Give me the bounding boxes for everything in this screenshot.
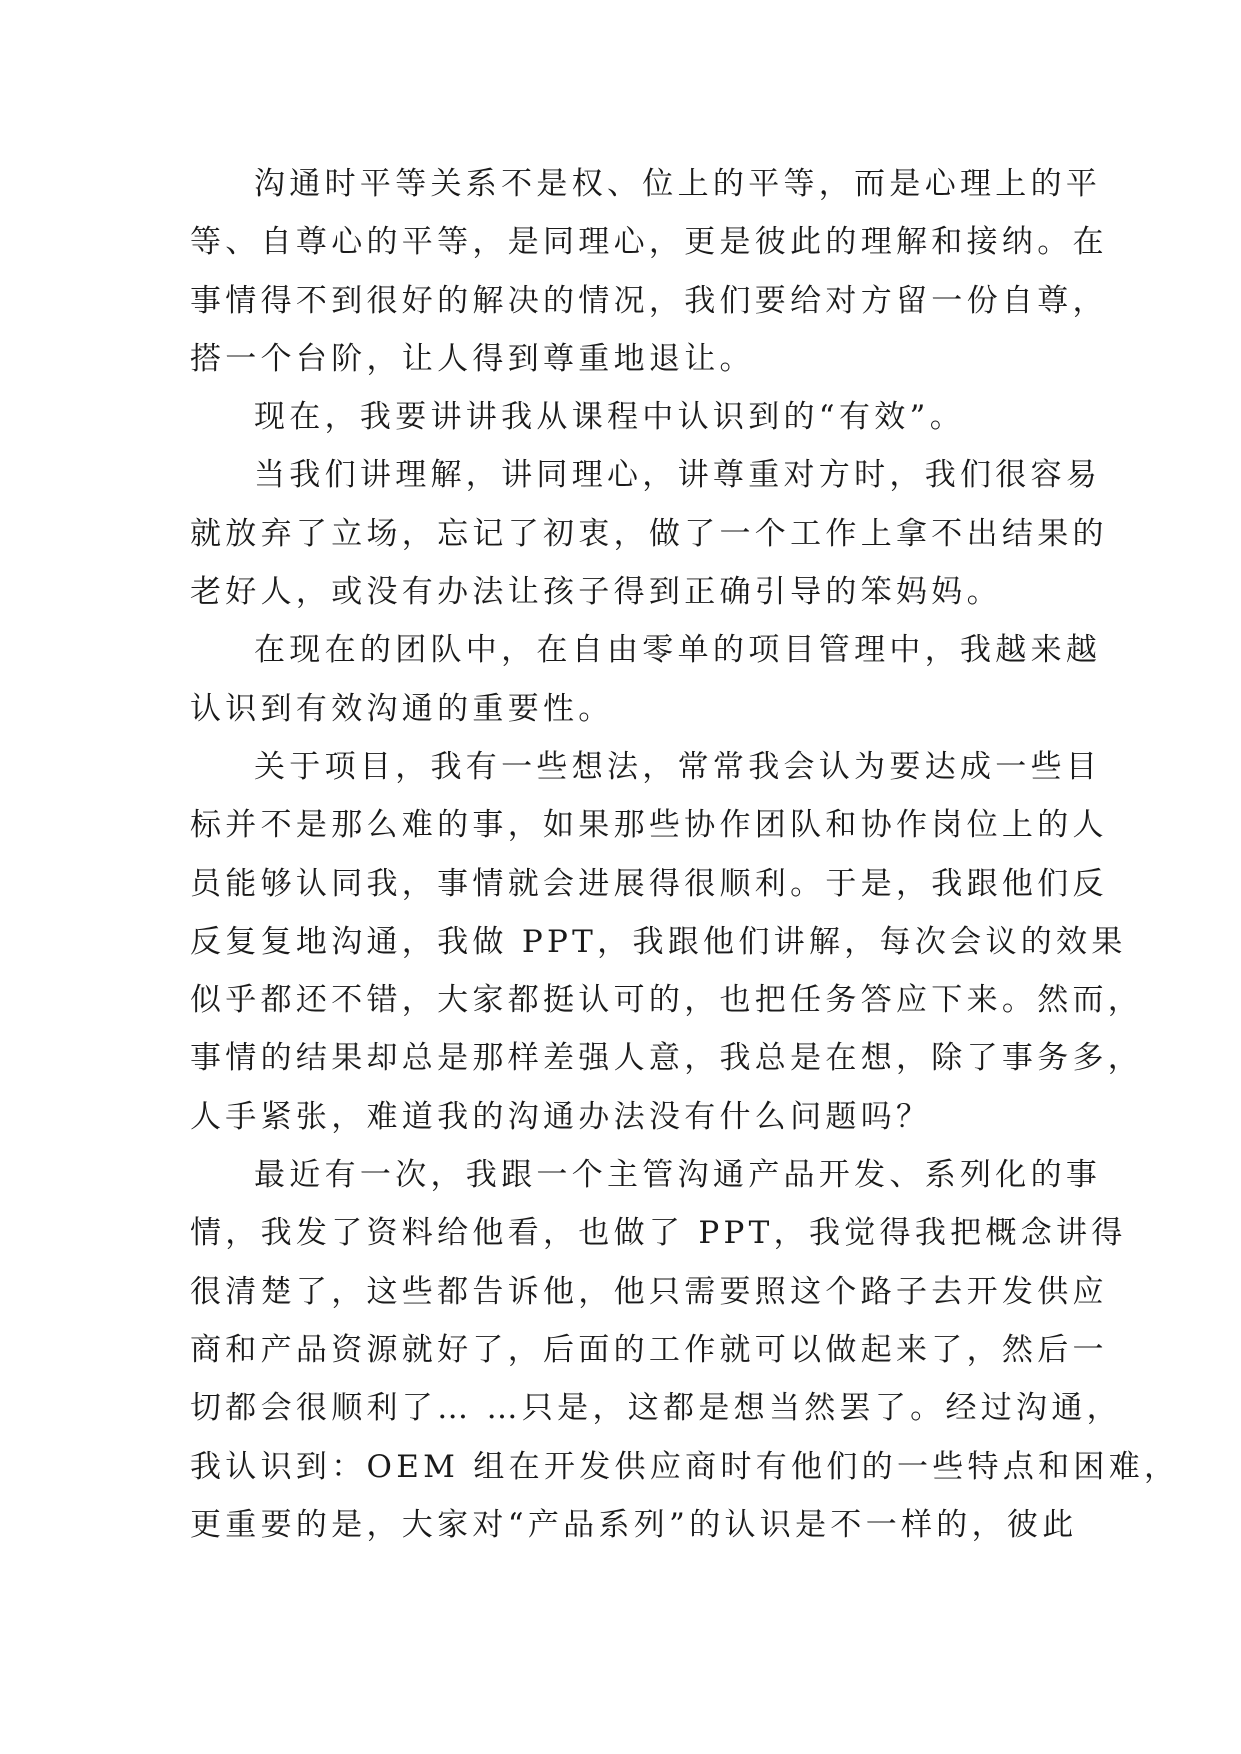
- text-line: 员能够认同我，事情就会进展得很顺利。于是，我跟他们反: [190, 865, 1108, 902]
- text-line: 事情的结果却总是那样差强人意，我总是在想，除了事务多，: [190, 1040, 1144, 1077]
- text-line: 商和产品资源就好了，后面的工作就可以做起来了，然后一: [190, 1331, 1108, 1368]
- text-line: 就放弃了立场，忘记了初衷，做了一个工作上拿不出结果的: [190, 515, 1108, 552]
- text-line: 认识到有效沟通的重要性。: [190, 690, 614, 727]
- text-line: 关于项目，我有一些想法，常常我会认为要达成一些目: [254, 748, 1102, 785]
- text-line: 标并不是那么难的事，如果那些协作团队和协作岗位上的人: [190, 807, 1108, 844]
- text-line: 现在，我要讲讲我从课程中认识到的“有效”。: [254, 399, 965, 436]
- text-line: 等、自尊心的平等，是同理心，更是彼此的理解和接纳。在: [190, 224, 1108, 261]
- text-line: 沟通时平等关系不是权、位上的平等，而是心理上的平: [254, 166, 1102, 202]
- text-line: 人手紧张，难道我的沟通办法没有什么问题吗？: [190, 1098, 932, 1135]
- text-line: 切都会很顺利了… …只是，这都是想当然罢了。经过沟通，: [190, 1390, 1122, 1427]
- text-line: 情，我发了资料给他看，也做了 PPT，我觉得我把概念讲得: [190, 1215, 1127, 1252]
- body-text: [190, 155, 1180, 1554]
- text-line: 事情得不到很好的解决的情况，我们要给对方留一份自尊，: [190, 282, 1108, 319]
- text-line: 最近有一次，我跟一个主管沟通产品开发、系列化的事: [254, 1157, 1102, 1194]
- text-line: 当我们讲理解，讲同理心，讲尊重对方时，我们很容易: [254, 457, 1102, 494]
- text-line: 更重要的是，大家对“产品系列”的认识是不一样的，彼此: [190, 1506, 1078, 1543]
- text-line: 似乎都还不错，大家都挺认可的，也把任务答应下来。然而，: [190, 982, 1144, 1019]
- text-line: 搭一个台阶，让人得到尊重地退让。: [190, 340, 755, 377]
- text-line: 老好人，或没有办法让孩子得到正确引导的笨妈妈。: [190, 574, 1002, 611]
- text-line: 反复复地沟通，我做 PPT，我跟他们讲解，每次会议的效果: [190, 923, 1127, 960]
- text-line: 很清楚了，这些都告诉他，他只需要照这个路子去开发供应: [190, 1273, 1108, 1310]
- text-line: 在现在的团队中，在自由零单的项目管理中，我越来越: [254, 632, 1102, 669]
- text-line: 我认识到：OEM 组在开发供应商时有他们的一些特点和困难，: [190, 1448, 1180, 1485]
